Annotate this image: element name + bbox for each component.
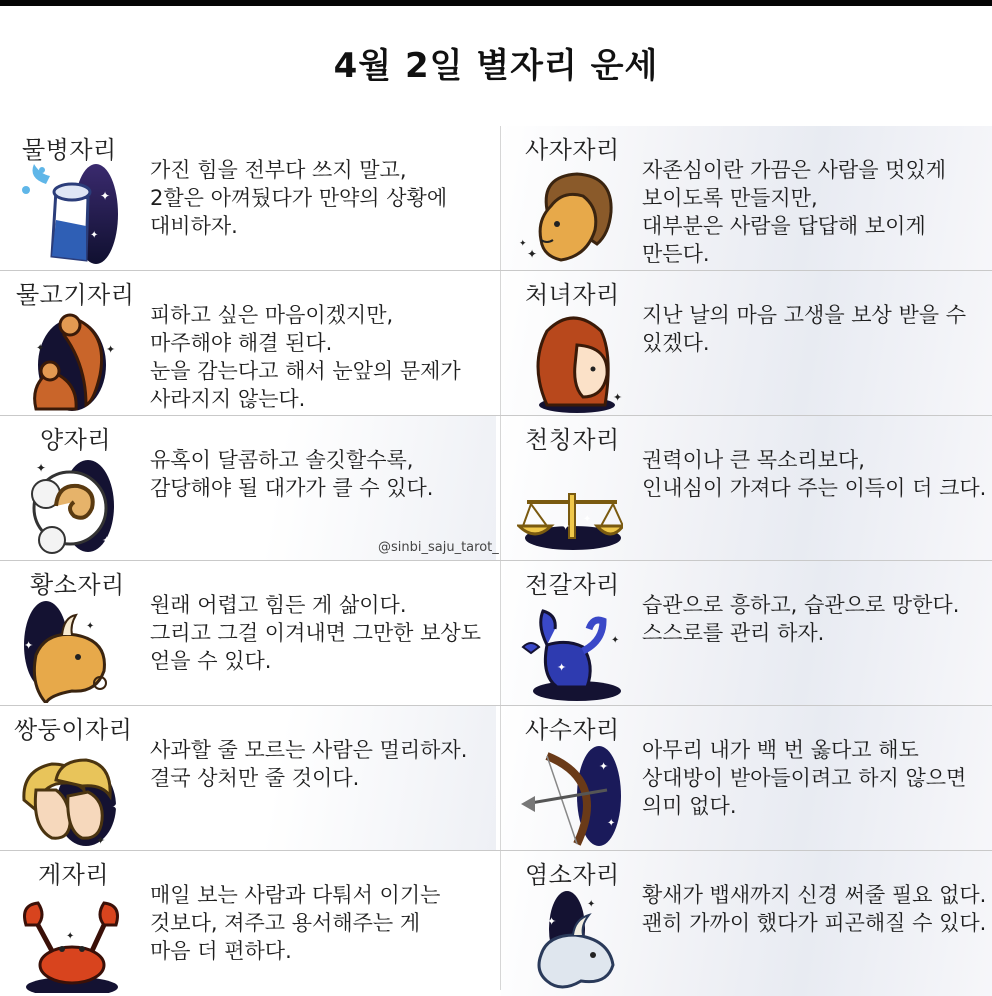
svg-text:✦: ✦ [100,189,111,203]
sign-cell-aquarius [0,126,496,271]
sign-name: 사자자리 [525,136,620,164]
svg-text:✦: ✦ [611,635,620,646]
sign-cell-gemini [0,706,496,851]
sign-name: 양자리 [40,426,112,454]
sign-name: 사수자리 [525,716,620,744]
aries-icon [16,450,122,558]
sign-cell-taurus [0,561,496,706]
sign-name: 전갈자리 [525,571,620,599]
sign-name: 쌍둥이자리 [14,716,133,744]
sign-name: 물고기자리 [16,281,135,309]
svg-text:✦: ✦ [36,343,45,354]
gemini-icon [16,740,122,848]
svg-text:✦: ✦ [607,818,616,829]
svg-text:✦: ✦ [112,802,121,813]
svg-text:✦: ✦ [102,534,112,547]
sign-name: 염소자리 [525,861,620,889]
fortune-text: 매일 보는 사람과 다퉈서 이기는 것보다, 져주고 용서해주는 게 마음 더 편하다. [150,883,441,963]
sign-cell-pisces [0,271,496,416]
svg-text:✦: ✦ [86,621,95,632]
libra-icon [517,450,623,558]
fortune-text: 사과할 줄 모르는 사람은 멀리하자. 결국 상처만 줄 것이다. [150,738,468,790]
scorpio-icon [517,595,623,703]
cancer-icon [16,885,122,993]
svg-text:✦: ✦ [531,347,540,358]
fortune-text: 유혹이 달콤하고 솔깃할수록, 감당해야 될 대가가 클 수 있다. [150,448,434,500]
fortune-text: 황새가 뱁새까지 신경 써줄 필요 없다. 괜히 가까이 했다가 피곤해질 수 있다. [642,883,987,935]
fortune-text: 아무리 내가 백 번 옳다고 해도 상대방이 받아들이려고 하지 않으면 의미 없다. [642,738,967,818]
svg-text:✦: ✦ [547,915,557,928]
svg-text:✦: ✦ [599,760,609,773]
fortune-text: 원래 어렵고 힘든 게 삶이다. 그리고 그걸 이겨내면 그만한 보상도 얻을 수 있다. [150,593,481,673]
top-bar [0,0,992,6]
taurus-icon [16,595,122,703]
sign-cell-scorpio [501,561,992,706]
sign-cell-sagittarius [501,706,992,851]
horoscope-grid [0,126,992,990]
sign-cell-leo [501,126,992,271]
svg-text:✦: ✦ [587,899,596,910]
fortune-text: 습관으로 흥하고, 습관으로 망한다. 스스로를 관리 하자. [642,593,960,645]
svg-text:✦: ✦ [106,343,116,356]
svg-text:✦: ✦ [519,239,527,249]
page-title: 4월 2일 별자리 운세 [333,46,659,86]
fortune-text: 피하고 싶은 마음이겠지만, 마주해야 해결 된다. 눈을 감는다고 해서 눈앞의 문제가 사라지지 않는다. [150,303,461,411]
pisces-icon [16,305,122,413]
sagittarius-icon [517,740,623,848]
svg-text:✦: ✦ [36,461,47,475]
svg-text:✦: ✦ [557,661,567,674]
fortune-text: 가진 힘을 전부다 쓰지 말고, 2할은 아껴뒀다가 만약의 상황에 대비하자. [150,158,448,238]
svg-text:✦: ✦ [583,514,592,525]
svg-text:✦: ✦ [613,391,623,404]
fortune-text: 권력이나 큰 목소리보다, 인내심이 가져다 주는 이득이 더 크다. [642,448,987,500]
leo-icon [517,160,623,268]
svg-text:✦: ✦ [24,639,34,652]
aquarius-icon [16,160,122,268]
svg-text:✦: ✦ [96,834,106,847]
sign-cell-virgo [501,271,992,416]
capricorn-icon [517,885,623,993]
sign-name: 물병자리 [22,136,117,164]
svg-text:✦: ✦ [561,520,571,533]
sign-name: 황소자리 [30,571,125,599]
sign-cell-libra [501,416,992,561]
watermark: @sinbi_saju_tarot_ [378,540,499,555]
sign-name: 천칭자리 [525,426,620,454]
sign-name: 처녀자리 [525,281,620,309]
sign-name: 게자리 [38,861,110,889]
virgo-icon [517,305,623,413]
fortune-text: 지난 날의 마음 고생을 보상 받을 수 있겠다. [642,303,967,355]
svg-text:✦: ✦ [527,247,538,261]
sign-cell-capricorn [501,851,992,996]
sign-cell-cancer [0,851,496,996]
svg-text:✦: ✦ [66,931,75,942]
svg-text:✦: ✦ [90,230,99,241]
fortune-text: 자존심이란 가끔은 사람을 멋있게 보이도록 만들지만, 대부분은 사람을 답답해 보이게 만든다. [642,158,947,266]
